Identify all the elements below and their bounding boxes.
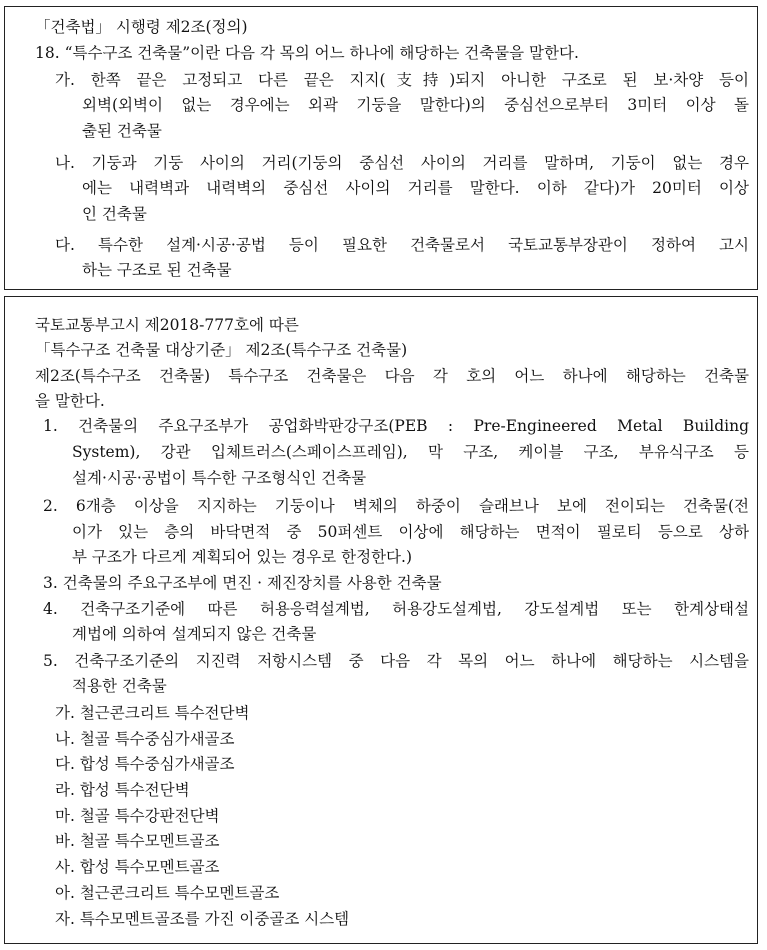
box2-item-2-line3: 부 구조가 다르게 계획되어 있는 경우로 한정한다.) <box>72 548 412 566</box>
box2-item-2-line2: 이가 있는 층의 바닥면적 중 50퍼센트 이상에 해당하는 면적이 필로티 등으로 상하 <box>72 523 749 541</box>
box2-subitem-ga: 가. 철근콘크리트 특수전단벽 <box>55 704 250 722</box>
box2-subitem-ma: 마. 철골 특수강판전단벽 <box>55 807 220 825</box>
box2-item-1-line1: 1. 건축물의 주요구조부가 공업화박판강구조(PEB : Pre-Engineered Metal Building <box>43 417 749 435</box>
box1-item-na-line3: 인 건축물 <box>82 205 147 223</box>
box1-item-na-line2: 에는 내력벽과 내력벽의 중심선 사이의 거리를 말한다. 이하 같다)가 20미터 이상 <box>82 179 749 197</box>
box1-item-da-line2: 하는 구조로 된 건축물 <box>82 261 232 279</box>
box1-item-na-line1: 나. 기둥과 기둥 사이의 거리(기둥의 중심선 사이의 거리를 말하며, 기둥이 없는 경우 <box>55 154 749 172</box>
box2-subitem-ja: 자. 특수모멘트골조를 가진 이중골조 시스템 <box>55 910 350 928</box>
box2-article-line2: 을 말한다. <box>35 392 105 410</box>
box2-item-4-line2: 계법에 의하여 설계되지 않은 건축물 <box>72 625 317 643</box>
box2-subitem-ra: 라. 합성 특수전단벽 <box>55 781 190 799</box>
special-structure-criteria-box <box>4 296 758 944</box>
box2-title-line: 「특수구조 건축물 대상기준」 제2조(특수구조 건축물) <box>35 341 408 359</box>
box2-item-2-line1: 2. 6개층 이상을 지지하는 기둥이나 벽체의 하중이 슬래브나 보에 전이되는 건축물(전 <box>43 497 749 515</box>
box2-subitem-sa: 사. 합성 특수모멘트골조 <box>55 858 220 876</box>
box1-item-ga-line3: 출된 건축물 <box>82 122 162 140</box>
box1-item-ga-line2: 외벽(외벽이 없는 경우에는 외곽 기둥을 말한다)의 중심선으로부터 3미터 이상 돌 <box>82 96 749 114</box>
box2-subitem-na: 나. 철골 특수중심가새골조 <box>55 730 235 748</box>
box2-subitem-da: 다. 합성 특수중심가새골조 <box>55 755 235 773</box>
box1-item-18: 18. “특수구조 건축물”이란 다음 각 목의 어느 하나에 해당하는 건축물을 말한다. <box>35 44 579 62</box>
box2-item-3: 3. 건축물의 주요구조부에 면진 · 제진장치를 사용한 건축물 <box>43 574 442 592</box>
box2-item-1-line3: 설계·시공·공법이 특수한 구조형식인 건축물 <box>72 469 367 487</box>
box2-item-1-line2: System), 강관 입체트러스(스페이스프레임), 막 구조, 케이블 구조, 부유식구조 등 <box>72 443 749 461</box>
box1-heading: 「건축법」 시행령 제2조(정의) <box>35 18 248 36</box>
box2-item-5-line2: 적용한 건축물 <box>72 677 167 695</box>
box2-subitem-ba: 바. 철골 특수모멘트골조 <box>55 832 220 850</box>
enforcement-decree-box <box>4 6 758 290</box>
box2-item-4-line1: 4. 건축구조기준에 따른 허용응력설계법, 허용강도설계법, 강도설계법 또는 한계상태설 <box>43 600 749 618</box>
box2-notice-line: 국토교통부고시 제2018-777호에 따른 <box>35 316 299 334</box>
box2-article-line1: 제2조(특수구조 건축물) 특수구조 건축물은 다음 각 호의 어느 하나에 해당하는 건축물 <box>35 367 749 385</box>
box1-item-da-line1: 다. 특수한 설계·시공·공법 등이 필요한 건축물로서 국토교통부장관이 정하여 고시 <box>55 236 749 254</box>
box2-subitem-a: 아. 철근콘크리트 특수모멘트골조 <box>55 884 280 902</box>
box2-item-5-line1: 5. 건축구조기준의 지진력 저항시스템 중 다음 각 목의 어느 하나에 해당하는 시스템을 <box>43 652 749 670</box>
box1-item-ga-line1: 가. 한쪽 끝은 고정되고 다른 끝은 지지(支持)되지 아니한 구조로 된 보·차양 등이 <box>55 71 749 89</box>
